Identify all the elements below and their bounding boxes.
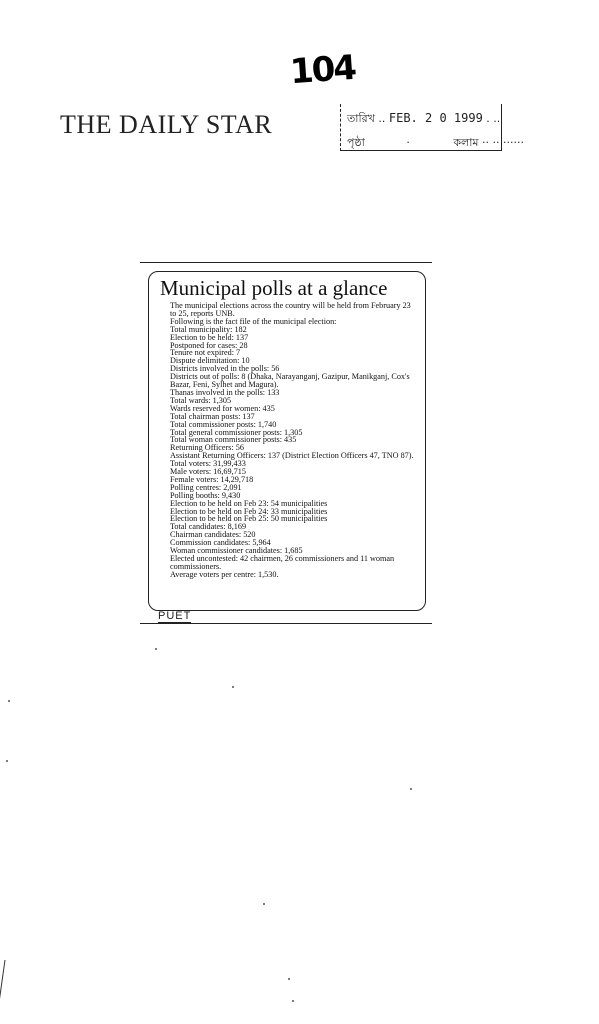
article-line: Postponed for cases: 28 (170, 340, 248, 350)
article-line: Election to be held: 137 (170, 332, 249, 342)
article-line: Woman commissioner candidates: 1,685 (170, 546, 303, 556)
scan-speck (263, 903, 265, 905)
stamp-date-label: তারিখ (347, 112, 375, 125)
article-line: Total woman commissioner posts: 435 (170, 435, 297, 445)
scan-speck (155, 648, 157, 650)
stamp-date-value: FEB. 2 0 1999 (388, 111, 483, 125)
article-line: Total voters: 31,99,433 (170, 459, 246, 469)
scan-speck (6, 760, 8, 762)
article-line: Female voters: 14,29,718 (170, 474, 254, 484)
article-line: Tenure not expired: 7 (170, 348, 241, 358)
scan-speck (288, 978, 290, 980)
article-line: Elected uncontested: 42 chairmen, 26 commissioners and 11 woman commissioners. (170, 554, 395, 571)
scan-speck (8, 700, 10, 702)
article-line: Total municipality: 182 (170, 324, 247, 334)
article-body (158, 302, 416, 579)
article-line: Election to be held on Feb 25: 50 municipalities (170, 514, 328, 524)
stamp-page-label: পৃষ্ঠা (347, 136, 365, 149)
headline-text: Municipal polls at a glance (160, 276, 388, 300)
article-line: Returning Officers: 56 (170, 443, 244, 453)
archive-stamp: তারিখ .. FEB. 2 0 1999 . .. পৃষ্ঠা · কলাম ·· ·· ······ (340, 104, 502, 151)
clipping-footer-fragment: PUET (158, 610, 192, 622)
article-line: Election to be held on Feb 23: 54 municipalities (170, 498, 328, 508)
article-line: The municipal elections across the country will be held from February 23 to 25, reports UNB. (170, 301, 411, 318)
scan-speck (232, 686, 234, 688)
scan-speck (292, 1000, 294, 1002)
article-line: Total general commissioner posts: 1,305 (170, 427, 303, 437)
newspaper-masthead: THE DAILY STAR (60, 110, 273, 139)
article-line: Following is the fact file of the municipal election: (170, 316, 337, 326)
article-line: Chairman candidates: 520 (170, 530, 256, 540)
article-line: Total commissioner posts: 1,740 (170, 419, 277, 429)
article-line: Total candidates: 8,169 (170, 522, 247, 532)
stamp-column-label: কলাম (453, 136, 479, 149)
article-line: Total wards: 1,305 (170, 395, 232, 405)
article-line: Polling booths: 9,430 (170, 490, 241, 500)
article-line: Polling centres: 2,091 (170, 482, 242, 492)
article-line: Total chairman posts: 137 (170, 411, 255, 421)
article-line: Dispute delimitation: 10 (170, 356, 250, 366)
article-line: Male voters: 16,69,715 (170, 467, 246, 477)
article-line: Assistant Returning Officers: 137 (District Election Officers 47, TNO 87). (170, 451, 414, 461)
article-line: Districts involved in the polls: 56 (170, 364, 280, 374)
article-line: Commission candidates: 5,964 (170, 538, 271, 548)
article-line: Thanas involved in the polls: 133 (170, 387, 280, 397)
article-line: Wards reserved for women: 435 (170, 403, 275, 413)
article-headline (160, 276, 430, 301)
article-line: Districts out of polls: 8 (Dhaka, Narayanganj, Gazipur, Manikganj, Cox's Bazar, Feni, Sylhet and Magura). (170, 372, 410, 390)
article-line: Election to be held on Feb 24: 33 municipalities (170, 506, 328, 516)
handwritten-page-number: 104 (288, 47, 357, 93)
page-edge-shadow (0, 960, 25, 1024)
scan-speck (410, 788, 412, 790)
article-line: Average voters per centre: 1,530. (170, 569, 279, 579)
